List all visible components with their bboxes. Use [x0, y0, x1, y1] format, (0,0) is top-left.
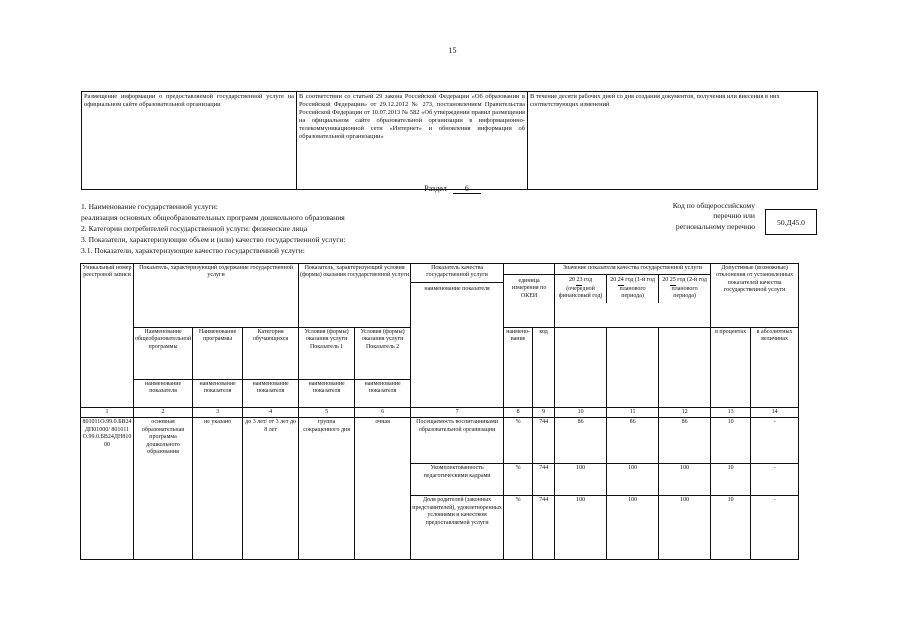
- ind-label-1: наименование показателя: [134, 380, 193, 408]
- consumer-category-line: 2. Категории потребителей государственной услуги: физические лица: [81, 224, 308, 233]
- ind-label-3: наименование показателя: [243, 380, 299, 408]
- year-3-header: 20 25 год (2-й год планового периода): [662, 277, 707, 300]
- header-indicator-name: Показатель качества государственной услуги наименование показателя: [411, 264, 504, 408]
- header-quality-indicator: Показатель качества государственной услуги: [411, 264, 503, 283]
- table-row: Доля родителей (законных представителей), удовлетворенных условиями и качеством предоставляемой услуги % 744 100 100 100 10 -: [81, 496, 799, 560]
- subheader-percent: в процентах: [711, 328, 751, 408]
- registry-code-box: 50.Д45.0: [765, 209, 817, 235]
- page-number: 15: [448, 46, 457, 55]
- ind-label-4: наименование показателя: [299, 380, 355, 408]
- ind-label-2: наименование показателя: [193, 380, 243, 408]
- subheader-unit-name: наимено-вание: [504, 328, 533, 408]
- info-frequency-cell: В течение десяти рабочих дней со дня создания документов, получения или внесения в них соответствующих изменений: [528, 92, 818, 190]
- header-content-indicator: Показатель, характеризующий содержание государственной услуги: [134, 264, 299, 328]
- indicator-name: Посещаемость воспитанниками образовательной организации: [411, 418, 504, 464]
- ind-label-5: наименование показателя: [355, 380, 411, 408]
- subheader-condition-2: Условия (формы) оказания услуги Показатель 2: [355, 328, 411, 380]
- registry-code-label: Код по общероссийскому перечню или региональному перечню: [672, 201, 755, 231]
- record-condition-1: группа сокращенного дня: [299, 418, 355, 560]
- record-program-name: не указано: [193, 418, 243, 560]
- header-indicator-value: Значение показателя качества государственной услуги 20 23 год (очередной финансовый год) 20 24 год (1-й год планового периода) 20 25 год (2-й год планового периода): [555, 264, 711, 328]
- service-name-label: 1. Наименование государственной услуги:: [81, 202, 218, 211]
- quality-indicators-grid: [80, 263, 799, 560]
- subheader-condition-1: Условия (формы) оказания услуги Показатель 1: [299, 328, 355, 380]
- record-program: основная образовательная программа дошкольного образования: [134, 418, 193, 560]
- indicators-heading: 3. Показатели, характеризующие объем и (или) качество государственной услуги:: [81, 235, 346, 244]
- indicator-name: Доля родителей (законных представителей), удовлетворенных условиями и качеством предоставляемой услуги: [411, 496, 504, 560]
- info-publication-table: [81, 91, 818, 190]
- record-condition-2: очная: [355, 418, 411, 560]
- info-legal-basis-cell: В соответствии со статьей 29 закона Российской Федерации «Об образовании в Российской Федерации» от 29.12.2012 № 273, постановлением Правительства Российской Федерации от 10.07.2013 № 582 «Об утверждении правил размещения на официальном сайте образовательной организации в информационно-телекоммуникационной сети «Интернет» и обновления информации об образовательной организации»: [297, 92, 528, 190]
- indicator-name: Укомплектованность педагогическими кадрами: [411, 464, 504, 496]
- column-numbers-row: 1 2 3 4 5 6 7 8 9 10 11 12 13 14: [81, 408, 799, 418]
- year-1-header: 20 23 год (очередной финансовый год): [555, 275, 607, 302]
- quality-indicators-heading: 3.1. Показатели, характеризующие качество государственной услуги:: [81, 246, 305, 255]
- table-row: Укомплектованность педагогическими кадрами % 744 100 100 100 10 -: [81, 464, 799, 496]
- header-deviation: Допустимые (возможные) отклонения от установленных показателей качества государственной услуги: [711, 264, 799, 328]
- subheader-program: Наименование общеобразовательной программы: [134, 328, 193, 380]
- header-unique-number: Уникальный номер реестровой записи: [81, 264, 134, 408]
- record-category: до 3 лет/ от 3 лет до 8 лет: [243, 418, 299, 560]
- info-method-cell: Размещение информации о предоставляемой государственной услуге на официальном сайте образовательной организации: [82, 92, 297, 190]
- header-unit: единица измерения по ОКЕИ: [504, 264, 555, 328]
- section-heading: [0, 184, 905, 194]
- record-code: 801011О.99.0.БВ24ДП01000/ 801011О.99.0.БВ24ДН81000: [81, 418, 134, 560]
- subheader-category: Категория обучающихся: [243, 328, 299, 380]
- subheader-absolute: в абсолютных величинах: [751, 328, 799, 408]
- table-row: 801011О.99.0.БВ24ДП01000/ 801011О.99.0.БВ24ДН81000 основная образовательная программа дошкольного образования не указано до 3 лет/ от 3 лет до 8 лет группа сокращенного дня очная Посещаемость воспитанниками образовательной организации % 744 86 86 86 10 -: [81, 418, 799, 464]
- service-name-value: реализация основных общеобразовательных программ дошкольного образования: [81, 213, 345, 222]
- subheader-unit-code: код: [533, 328, 555, 408]
- section-label: Раздел: [424, 184, 447, 193]
- subheader-program-name: Наименование программы: [193, 328, 243, 380]
- header-condition-indicator: Показатель, характеризующий условия (формы) оказания государственной услуги: [299, 264, 411, 328]
- year-2-header: 20 24 год (1-й год планового периода): [607, 275, 659, 302]
- section-number: 6: [453, 184, 481, 194]
